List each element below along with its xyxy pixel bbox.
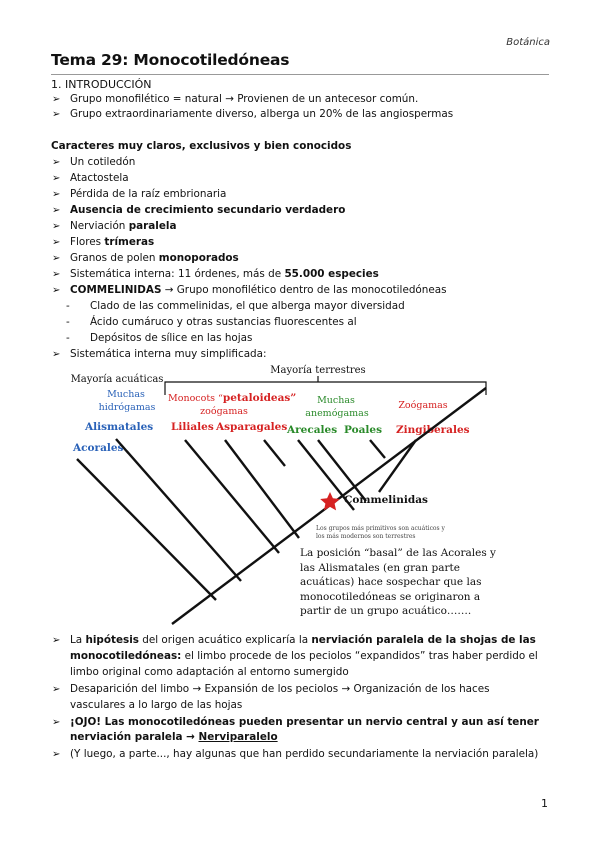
label-petaloideas: Monocots “petaloideas” xyxy=(168,392,297,404)
label-anemogamas-2: anemógamas xyxy=(305,408,369,419)
arrow-bullet-icon: ➢ xyxy=(52,253,61,264)
arrow-bullet-icon: ➢ xyxy=(52,349,61,360)
list-item: ➢ (Y luego, a parte..., hay algunas que han perdido secundariamente la nerviación paralela) xyxy=(52,748,539,760)
arrow-bullet-icon: ➢ xyxy=(52,269,61,280)
basal-note-3: acuáticas) hace sospechar que las xyxy=(300,576,482,588)
list-item: ➢ Grupo extraordinariamente diverso, alberga un 20% de las angiospermas xyxy=(52,108,454,120)
label-zoogamas-1: zoógamas xyxy=(200,406,248,417)
arrow-bullet-icon: ➢ xyxy=(52,717,61,728)
small-note-2: los más modernos son terrestres xyxy=(316,533,416,540)
list-item-cont: vasculares a lo largo de las hojas xyxy=(70,699,243,711)
order-alismatales: Alismatales xyxy=(85,421,154,433)
label-hidrogamas-2: hidrógamas xyxy=(98,402,156,413)
arrow-bullet-icon: ➢ xyxy=(52,285,61,296)
list-item: ➢ Atactostela xyxy=(52,172,129,184)
phylogenetic-tree xyxy=(0,360,600,630)
arrow-bullet-icon: ➢ xyxy=(52,749,61,760)
branch-poales xyxy=(318,440,366,501)
list-item: ➢ Pérdida de la raíz embrionaria xyxy=(52,188,227,200)
list-item: ➢ Grupo monofilético = natural → Provienen de un antecesor común. xyxy=(52,93,419,105)
order-asparagales: Asparagales xyxy=(216,421,288,433)
basal-note-2: las Alismatales (en gran parte xyxy=(300,562,460,574)
order-liliales: Liliales xyxy=(171,421,214,433)
branch-asparagales xyxy=(264,440,285,466)
page-title: Tema 29: Monocotiledóneas xyxy=(51,51,290,69)
arrow-bullet-icon: ➢ xyxy=(52,635,61,646)
characters-heading: Caracteres muy claros, exclusivos y bien conocidos xyxy=(51,140,352,152)
list-item: ➢ COMMELINIDAS → Grupo monofilético dentro de las monocotiledóneas xyxy=(52,284,447,296)
branch-zingiberales xyxy=(379,440,416,492)
list-item-cont: nerviación paralela → Nerviparalelo xyxy=(70,731,278,743)
arrow-bullet-icon: ➢ xyxy=(52,157,61,168)
sub-list-item: - Ácido cumáruco y otras sustancias fluorescentes al xyxy=(66,316,357,328)
small-note-1: Los grupos más primitivos son acuáticos y xyxy=(316,525,445,532)
sub-list-item: - Depósitos de sílice en las hojas xyxy=(66,332,253,344)
sub-list-item: - Clado de las commelinidas, el que alberga mayor diversidad xyxy=(66,300,405,312)
order-acorales: Acorales xyxy=(73,442,124,454)
label-commelinidas: Commelinidas xyxy=(344,494,428,506)
list-item: ➢ ¡OJO! Las monocotiledóneas pueden presentar un nervio central y aun así tener xyxy=(52,716,539,728)
basal-note-4: monocotiledóneas se originaron a xyxy=(300,591,481,603)
arrow-bullet-icon: ➢ xyxy=(52,237,61,248)
list-item: ➢ Flores trímeras xyxy=(52,236,155,248)
arrow-bullet-icon: ➢ xyxy=(52,189,61,200)
list-item: ➢ Sistemática interna muy simplificada: xyxy=(52,348,267,360)
list-item: ➢ Nerviación paralela xyxy=(52,220,177,232)
arrow-bullet-icon: ➢ xyxy=(52,684,61,695)
commelinidas-star-icon xyxy=(320,492,340,510)
branch-poales-inner xyxy=(370,440,385,458)
page-number: 1 xyxy=(541,797,548,810)
arrow-bullet-icon: ➢ xyxy=(52,221,61,232)
list-item: ➢ Un cotiledón xyxy=(52,156,136,168)
list-item: ➢ La hipótesis del origen acuático explicaría la nerviación paralela de la shojas de las xyxy=(52,634,536,646)
list-item-cont: limbo original como adaptación al entorno sumergido xyxy=(70,666,349,678)
order-poales: Poales xyxy=(344,424,383,436)
label-hidrogamas-1: Muchas xyxy=(107,389,145,400)
branch-alismatales xyxy=(116,439,241,581)
order-zingiberales: Zingiberales xyxy=(396,424,470,436)
section-heading-intro: 1. INTRODUCCIÓN xyxy=(51,78,152,91)
title-divider xyxy=(51,74,549,75)
subject-label: Botánica xyxy=(506,37,550,48)
label-anemogamas-1: Muchas xyxy=(317,395,355,406)
list-item: ➢ Granos de polen monoporados xyxy=(52,252,239,264)
arrow-bullet-icon: ➢ xyxy=(52,109,61,120)
list-item: ➢ Desaparición del limbo → Expansión de los peciolos → Organización de los haces xyxy=(52,683,490,695)
branch-liliales-asparagales xyxy=(225,440,299,538)
arrow-bullet-icon: ➢ xyxy=(52,94,61,105)
label-acuaticas: Mayoría acuáticas xyxy=(70,374,164,385)
basal-note-1: La posición “basal” de las Acorales y xyxy=(300,547,496,559)
order-arecales: Arecales xyxy=(287,424,338,436)
arrow-bullet-icon: ➢ xyxy=(52,173,61,184)
arrow-bullet-icon: ➢ xyxy=(52,205,61,216)
basal-note-5: partir de un grupo acuático……. xyxy=(300,605,472,617)
list-item-cont: monocotiledóneas: el limbo procede de los peciolos “expandidos” tras haber perdido el xyxy=(70,650,538,662)
branch-liliales xyxy=(185,440,279,553)
list-item: ➢ Sistemática interna: 11 órdenes, más de 55.000 especies xyxy=(52,268,379,280)
list-item: ➢ Ausencia de crecimiento secundario verdadero xyxy=(52,204,346,216)
label-terrestres: Mayoría terrestres xyxy=(270,365,366,376)
label-zoogamas-2: Zoógamas xyxy=(398,400,448,411)
